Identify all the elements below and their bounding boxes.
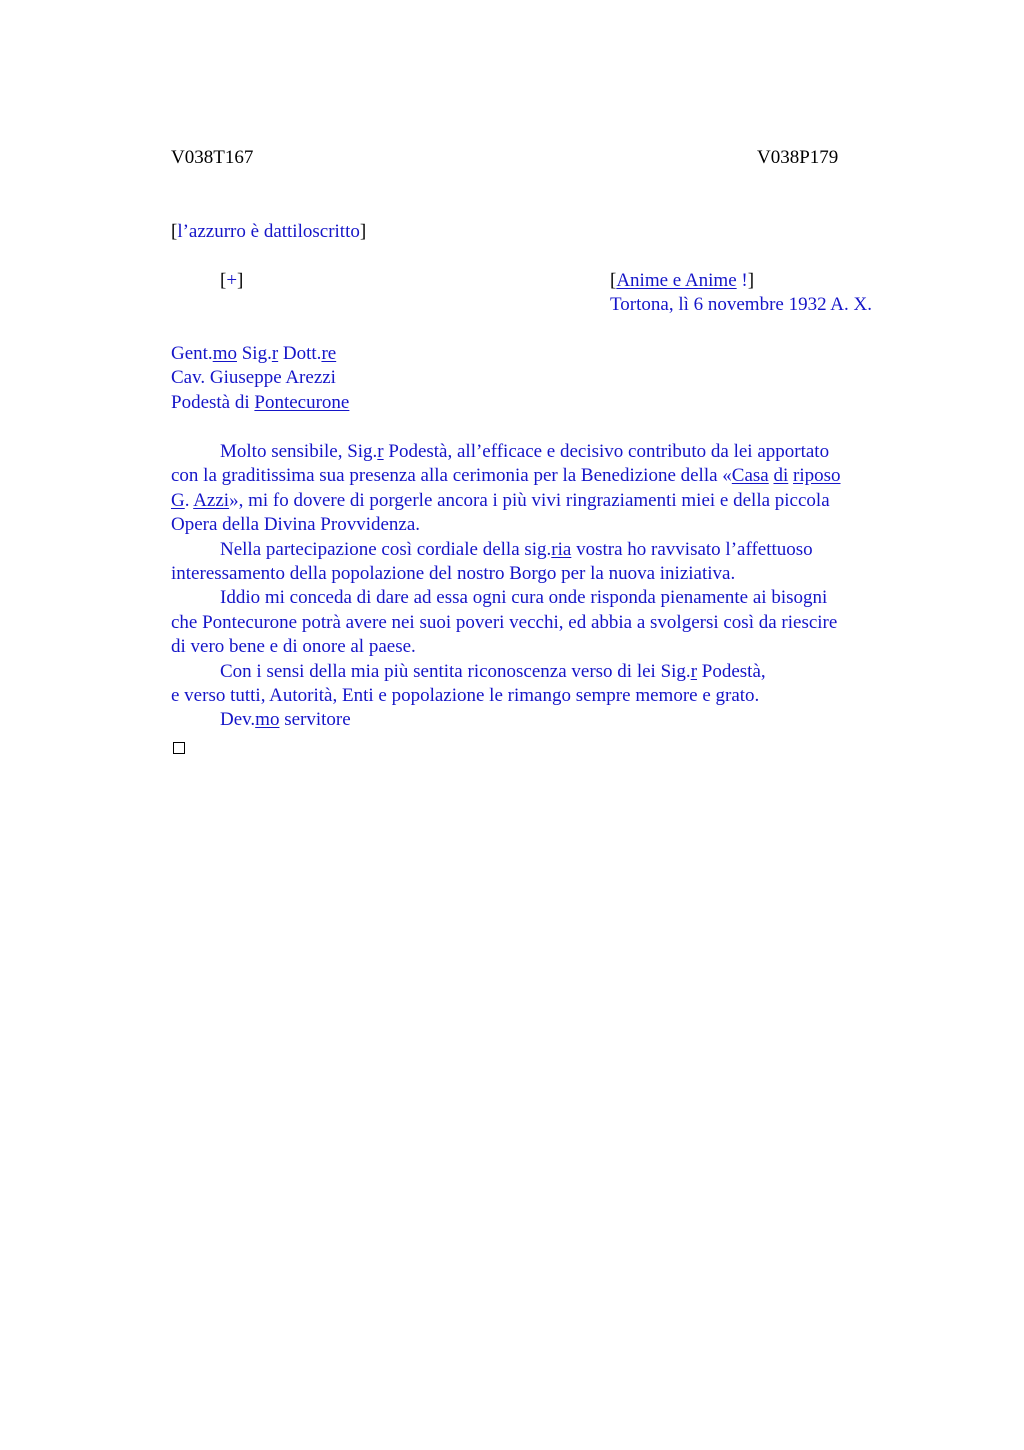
body-line: Iddio mi conceda di dare ad essa ogni cura onde risponda pienamente ai bisogni	[220, 587, 828, 609]
body-line: che Pontecurone potrà avere nei suoi poveri vecchi, ed abbia a svolgersi così da riescire	[171, 611, 838, 633]
body-underlined: riposo	[793, 465, 841, 487]
body-text: con la graditissima sua presenza alla cerimonia per la Benedizione della «	[171, 465, 732, 487]
body-line: Opera della Divina Provvidenza.	[171, 514, 421, 536]
addressee-abbrev: re	[321, 343, 337, 364]
cross-close-bracket: ]	[237, 270, 244, 291]
motto-exclamation: !	[736, 270, 748, 291]
body-text: Con i sensi della mia più sentita riconoscenza verso di lei Sig.	[220, 660, 691, 682]
place-date: Tortona, lì 6 novembre 1932 A. X.	[610, 294, 872, 316]
addressee-line-3	[171, 391, 349, 415]
body-abbrev: r	[690, 660, 698, 682]
signature-placeholder-icon	[173, 738, 185, 760]
closing-text: Dev.	[220, 709, 256, 731]
addressee-abbrev: mo	[212, 343, 237, 364]
body-text: », mi fo dovere di porgerle ancora i più vivi ringraziamenti miei e della piccola	[229, 489, 830, 511]
motto-text: Anime e Anime	[616, 270, 737, 291]
body-underlined: di	[773, 465, 789, 487]
cross-open-bracket: [	[220, 270, 227, 291]
closing-abbrev: mo	[255, 709, 280, 731]
body-line: e verso tutti, Autorità, Enti e popolazione le rimango sempre memore e grato.	[171, 685, 760, 707]
body-line: interessamento della popolazione del nostro Borgo per la nuova iniziativa.	[171, 563, 736, 585]
addressee-place: Pontecurone	[254, 391, 350, 413]
cross-mark	[220, 269, 243, 293]
addressee-block	[171, 342, 349, 415]
note-text: l’azzurro è dattiloscritto	[177, 221, 360, 242]
body-underlined: G	[171, 489, 185, 511]
closing-line	[171, 708, 841, 732]
body-line	[171, 660, 841, 684]
motto-close-bracket: ]	[747, 270, 755, 291]
right-page-code: V038P179	[757, 147, 839, 168]
addressee-abbrev: r	[271, 343, 279, 364]
body-text: Molto sensibile, Sig.	[220, 441, 378, 462]
motto-open-bracket: [	[610, 270, 617, 291]
left-page-code: V038T167	[171, 147, 254, 168]
body-line	[171, 440, 841, 464]
body-abbrev: ria	[551, 538, 572, 560]
addressee-text: Sig.	[236, 343, 272, 364]
body-text: Nella partecipazione così cordiale della sig.	[220, 538, 552, 560]
body-text: .	[184, 489, 194, 511]
motto-and-date	[610, 269, 872, 318]
body-text: vostra ho ravvisato l’affettuoso	[571, 538, 813, 560]
addressee-text: Gent.	[171, 343, 213, 364]
note-open-bracket: [	[171, 221, 178, 242]
body-line: di vero bene e di onore al paese.	[171, 636, 416, 658]
addressee-line-1	[171, 342, 349, 366]
body-text: Podestà, all’efficace e decisivo contributo da lei apportato	[383, 441, 830, 462]
body-text: Podestà,	[697, 660, 766, 682]
body-underlined: Azzi	[193, 489, 230, 511]
body-line	[171, 538, 841, 562]
body-underlined: Casa	[731, 465, 769, 487]
motto-line	[610, 269, 872, 293]
body-abbrev: r	[377, 441, 384, 462]
body-line	[171, 464, 841, 488]
body-line	[171, 489, 841, 513]
letter-body	[171, 440, 841, 733]
editorial-note	[171, 220, 366, 244]
closing-text: servitore	[279, 709, 351, 731]
note-close-bracket: ]	[359, 221, 367, 242]
addressee-text: Dott.	[278, 343, 322, 364]
cross-icon: +	[226, 270, 238, 291]
addressee-text: Podestà di	[171, 391, 255, 413]
addressee-line-2: Cav. Giuseppe Arezzi	[171, 367, 336, 389]
